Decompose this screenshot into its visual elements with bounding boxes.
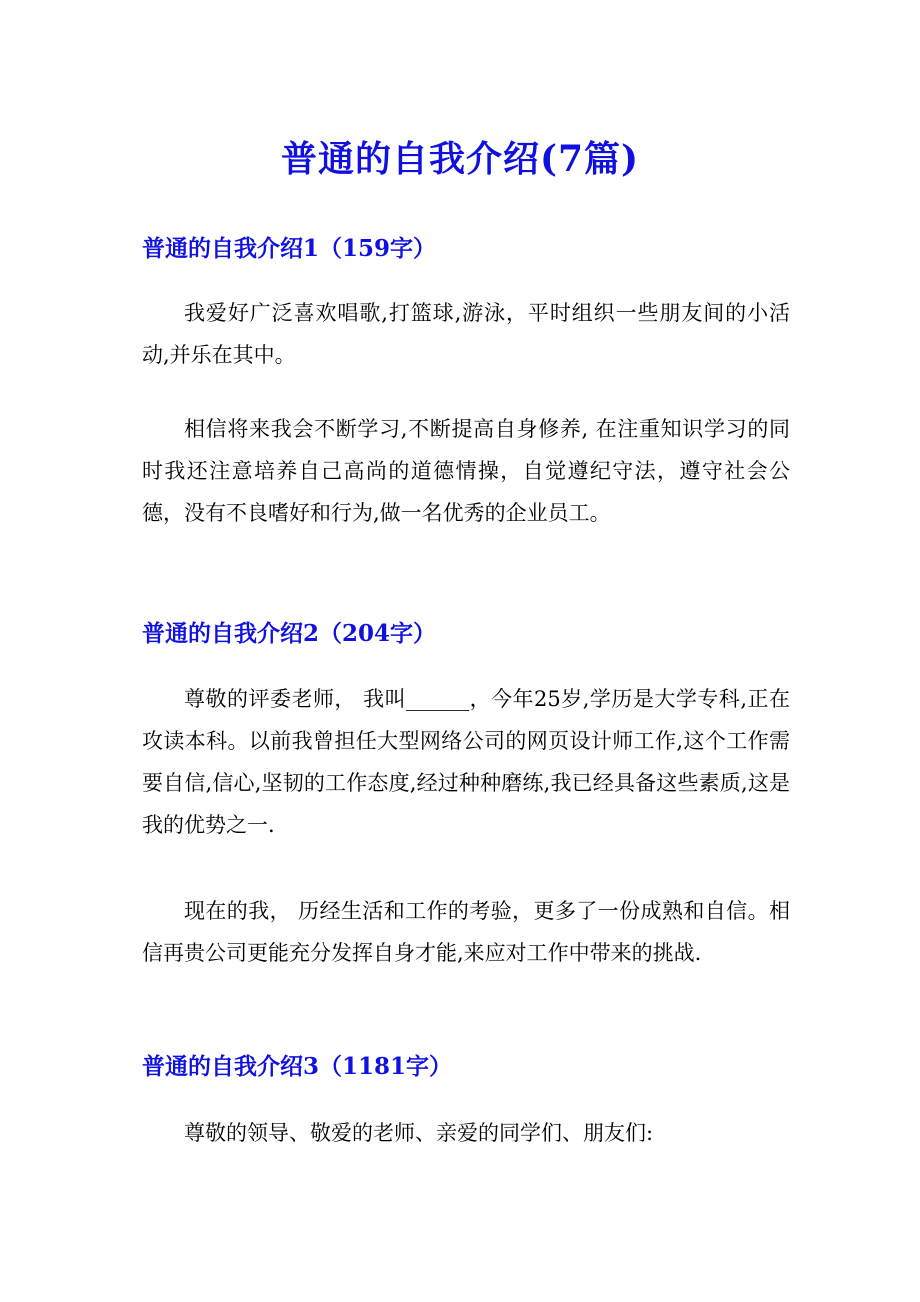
section-heading-1: 普通的自我介绍1（159字） — [142, 235, 437, 262]
section-1-paragraph-2: 相信将来我会不断学习,不断提高自身修养, 在注重知识学习的同时我还注意培养自己高尚的道德情操，自觉遵纪守法，遵守社会公德，没有不良嗜好和行为,做一名优秀的企业员工。 — [142, 417, 790, 525]
section-2-paragraph-1: 尊敬的评委老师， 我叫______，今年25岁,学历是大学专科,正在攻读本科。以前我曾担任大型网络公司的网页设计师工作,这个工作需要自信,信心,坚韧的工作态度,经过种种磨练,我已经具备这些素质,这是我的优势之一. — [142, 687, 790, 837]
section-2-paragraph-2: 现在的我， 历经生活和工作的考验，更多了一份成熟和自信。相信再贵公司更能充分发挥自身才能,来应对工作中带来的挑战. — [142, 899, 790, 965]
section-3-paragraph-1: 尊敬的领导、敬爱的老师、亲爱的同学们、朋友们: — [184, 1121, 654, 1145]
section-heading-3: 普通的自我介绍3（1181字） — [142, 1053, 453, 1080]
section-heading-2: 普通的自我介绍2（204字） — [142, 620, 437, 647]
section-1-paragraph-1: 我爱好广泛喜欢唱歌,打篮球,游泳，平时组织一些朋友间的小活动,并乐在其中。 — [142, 301, 790, 367]
document-title: 普通的自我介绍(7篇) — [280, 138, 640, 180]
